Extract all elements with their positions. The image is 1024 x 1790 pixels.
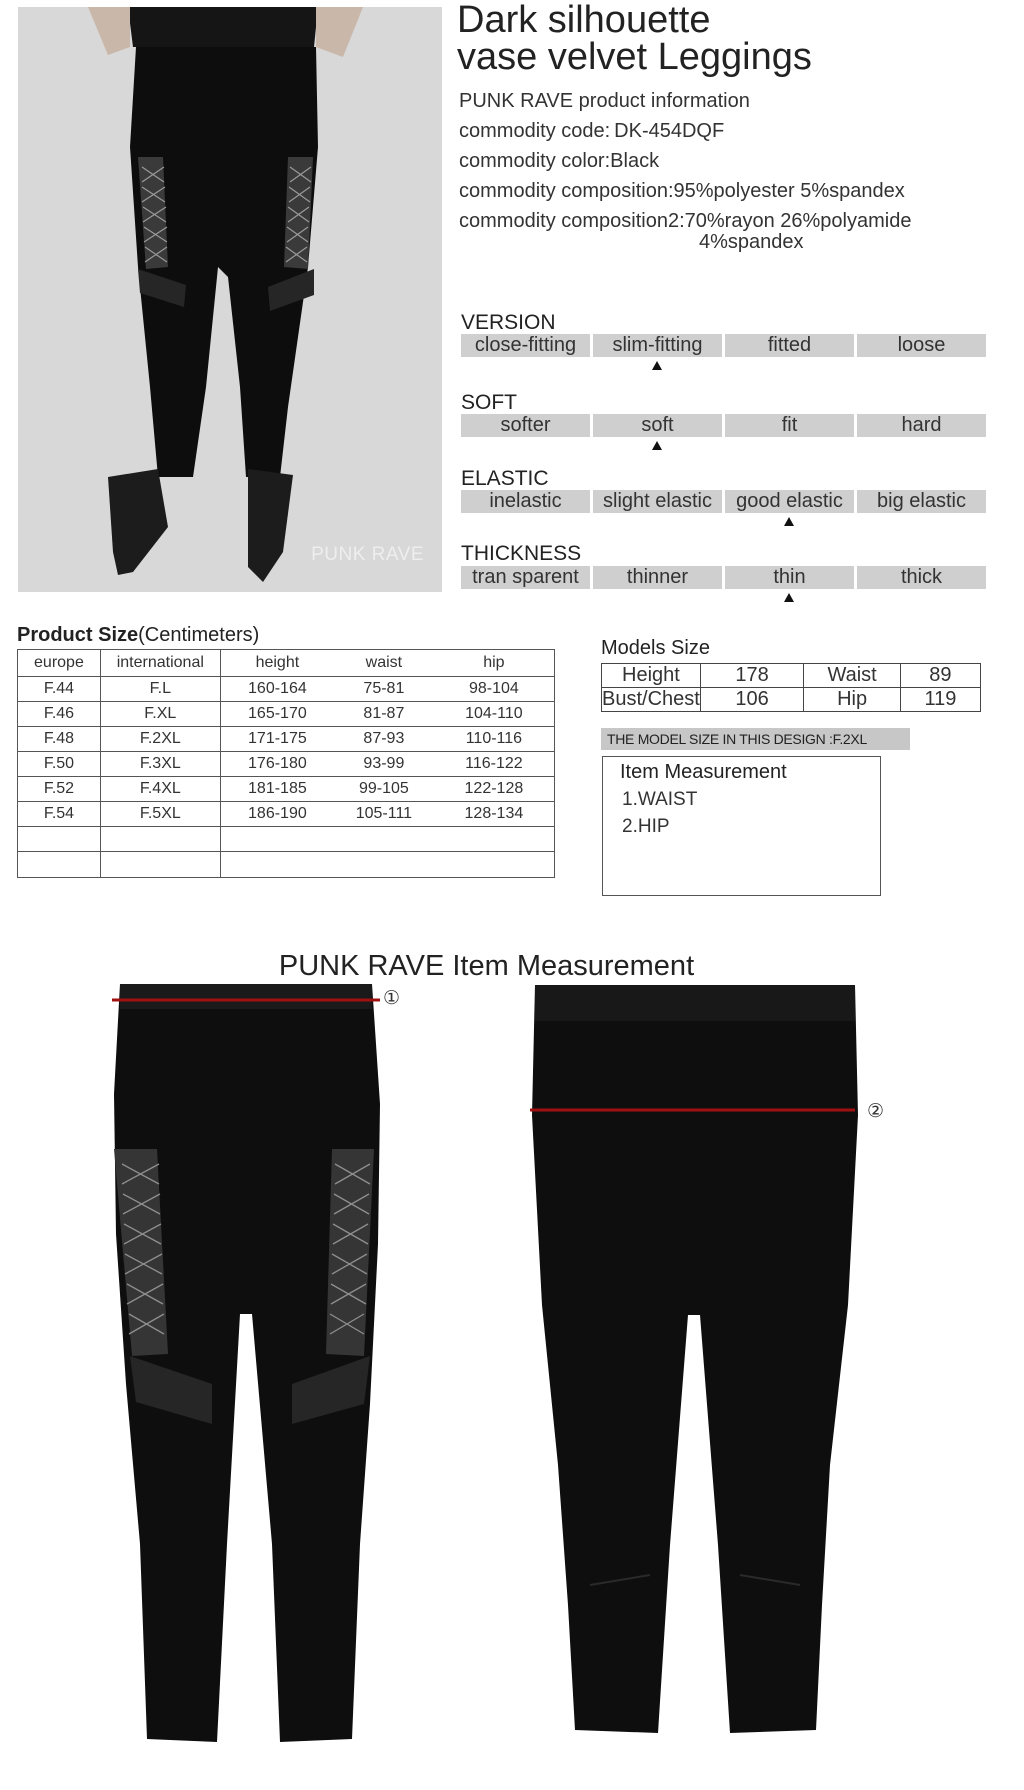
- size-cell: F.XL: [100, 702, 220, 727]
- table-row-empty: [18, 827, 555, 852]
- leggings-front-image: [102, 984, 402, 1749]
- commodity-composition-value: 95%polyester 5%spandex: [673, 180, 905, 202]
- scale-elastic-option: inelastic: [461, 490, 590, 513]
- size-cell: 171-175: [220, 727, 334, 752]
- commodity-composition2-line2: 4%spandex: [699, 231, 804, 253]
- scale-version-title: VERSION: [461, 311, 556, 334]
- measurement-item-waist: 1.WAIST: [622, 789, 698, 810]
- size-cell: 98-104: [434, 677, 555, 702]
- commodity-composition2-label: commodity composition2:: [459, 210, 685, 232]
- size-cell: 122-128: [434, 777, 555, 802]
- size-cell: F.L: [100, 677, 220, 702]
- scale-soft-option: hard: [857, 414, 986, 437]
- table-row: [18, 802, 555, 827]
- scale-thickness-option: thin: [725, 566, 854, 589]
- scale-soft-option: fit: [725, 414, 854, 437]
- scale-elastic-option: slight elastic: [593, 490, 722, 513]
- size-cell: 186-190: [220, 802, 334, 827]
- size-header-cell: international: [100, 650, 220, 677]
- product-info: [459, 86, 1019, 252]
- brand-watermark: PUNK RAVE: [311, 544, 424, 565]
- product-title: [457, 2, 1017, 76]
- size-cell: 181-185: [220, 777, 334, 802]
- size-header-cell: height: [220, 650, 334, 677]
- scale-version-option: fitted: [725, 334, 854, 357]
- commodity-composition: [459, 176, 1019, 206]
- measure-marker-2: ②: [867, 1101, 885, 1122]
- models-cell: Hip: [804, 688, 900, 712]
- size-cell: 87-93: [334, 727, 434, 752]
- scale-thickness: [461, 566, 987, 590]
- table-row: [18, 677, 555, 702]
- scale-version: [461, 334, 987, 358]
- scale-soft: [461, 414, 987, 438]
- size-cell: F.52: [18, 777, 101, 802]
- measurement-item-hip: 2.HIP: [622, 816, 670, 837]
- size-cell: 176-180: [220, 752, 334, 777]
- scale-elastic-option: big elastic: [857, 490, 986, 513]
- table-row: [18, 752, 555, 777]
- size-cell: 99-105: [334, 777, 434, 802]
- size-cell: F.54: [18, 802, 101, 827]
- scale-thickness-option: thinner: [593, 566, 722, 589]
- size-cell: F.48: [18, 727, 101, 752]
- models-cell: 178: [700, 664, 804, 688]
- size-cell: 105-111: [334, 802, 434, 827]
- commodity-code-label: commodity code:: [459, 120, 611, 142]
- table-row: [18, 727, 555, 752]
- size-table-heading: Product Size: [17, 624, 139, 646]
- scale-version-marker: [652, 361, 662, 370]
- size-cell: 93-99: [334, 752, 434, 777]
- scale-soft-option: soft: [593, 414, 722, 437]
- size-cell: F.3XL: [100, 752, 220, 777]
- size-cell: 75-81: [334, 677, 434, 702]
- scale-elastic-title: ELASTIC: [461, 467, 549, 490]
- size-header-cell: waist: [334, 650, 434, 677]
- table-row: [18, 702, 555, 727]
- commodity-composition2: [459, 210, 1019, 232]
- scale-elastic-option: good elastic: [725, 490, 854, 513]
- commodity-color-label: commodity color:: [459, 150, 611, 172]
- table-row: [18, 777, 555, 802]
- size-cell: 81-87: [334, 702, 434, 727]
- size-header-cell: hip: [434, 650, 555, 677]
- scale-version-option: loose: [857, 334, 986, 357]
- size-cell: 165-170: [220, 702, 334, 727]
- size-table: [17, 649, 555, 878]
- models-cell: Height: [602, 664, 701, 688]
- commodity-color-value: Black: [610, 150, 660, 172]
- item-measurement-header: Item Measurement: [620, 761, 787, 783]
- models-size-table: [601, 663, 981, 712]
- size-cell: F.46: [18, 702, 101, 727]
- commodity-code: [459, 116, 1019, 146]
- size-cell: 110-116: [434, 727, 555, 752]
- product-title-line2: vase velvet Leggings: [457, 36, 812, 78]
- scale-elastic-marker: [784, 517, 794, 526]
- scale-version-option: close-fitting: [461, 334, 590, 357]
- size-cell: 160-164: [220, 677, 334, 702]
- model-size-note: THE MODEL SIZE IN THIS DESIGN :F.2XL: [601, 728, 910, 750]
- product-title-line1: Dark silhouette: [457, 0, 711, 41]
- table-row-empty: [18, 852, 555, 878]
- scale-thickness-marker: [784, 593, 794, 602]
- scale-elastic: [461, 490, 987, 514]
- leggings-back-image: [530, 985, 860, 1750]
- size-cell: 116-122: [434, 752, 555, 777]
- models-cell: 119: [900, 688, 980, 712]
- leggings-model-illustration: [18, 7, 442, 592]
- size-cell: F.44: [18, 677, 101, 702]
- table-row: [602, 664, 981, 688]
- item-measurement-title: PUNK RAVE Item Measurement: [278, 950, 695, 982]
- size-cell: F.50: [18, 752, 101, 777]
- measure-marker-1: ①: [383, 988, 401, 1009]
- commodity-composition-label: commodity composition:: [459, 180, 674, 202]
- commodity-color: [459, 146, 1019, 176]
- product-photo: [18, 7, 442, 592]
- item-measurement-box: [602, 756, 881, 896]
- models-cell: Bust/Chest: [602, 688, 700, 710]
- size-table-header-row: [18, 650, 555, 677]
- table-row: [602, 688, 981, 712]
- size-cell: 104-110: [434, 702, 555, 727]
- size-cell: F.4XL: [100, 777, 220, 802]
- models-size-title: Models Size: [601, 637, 710, 659]
- scale-thickness-title: THICKNESS: [461, 542, 582, 565]
- scale-soft-marker: [652, 441, 662, 450]
- size-cell: F.2XL: [100, 727, 220, 752]
- commodity-composition2-value-line1: 70%rayon 26%polyamide: [684, 210, 912, 232]
- scale-version-option: slim-fitting: [593, 334, 722, 357]
- scale-thickness-option: tran sparent: [461, 566, 590, 589]
- size-table-title: [17, 624, 259, 647]
- models-cell: Waist: [804, 664, 900, 688]
- leggings-front-illustration: [102, 984, 402, 1749]
- size-cell: 128-134: [434, 802, 555, 827]
- scale-thickness-option: thick: [857, 566, 986, 589]
- models-cell: 89: [900, 664, 980, 688]
- info-header: PUNK RAVE product information: [459, 90, 750, 112]
- size-cell: F.5XL: [100, 802, 220, 827]
- scale-soft-option: softer: [461, 414, 590, 437]
- models-cell: 106: [700, 688, 804, 712]
- size-table-unit: (Centimeters): [138, 624, 260, 646]
- leggings-back-illustration: [530, 985, 860, 1750]
- size-header-cell: europe: [18, 650, 101, 677]
- scale-soft-title: SOFT: [461, 391, 517, 414]
- commodity-code-value: DK-454DQF: [614, 120, 725, 142]
